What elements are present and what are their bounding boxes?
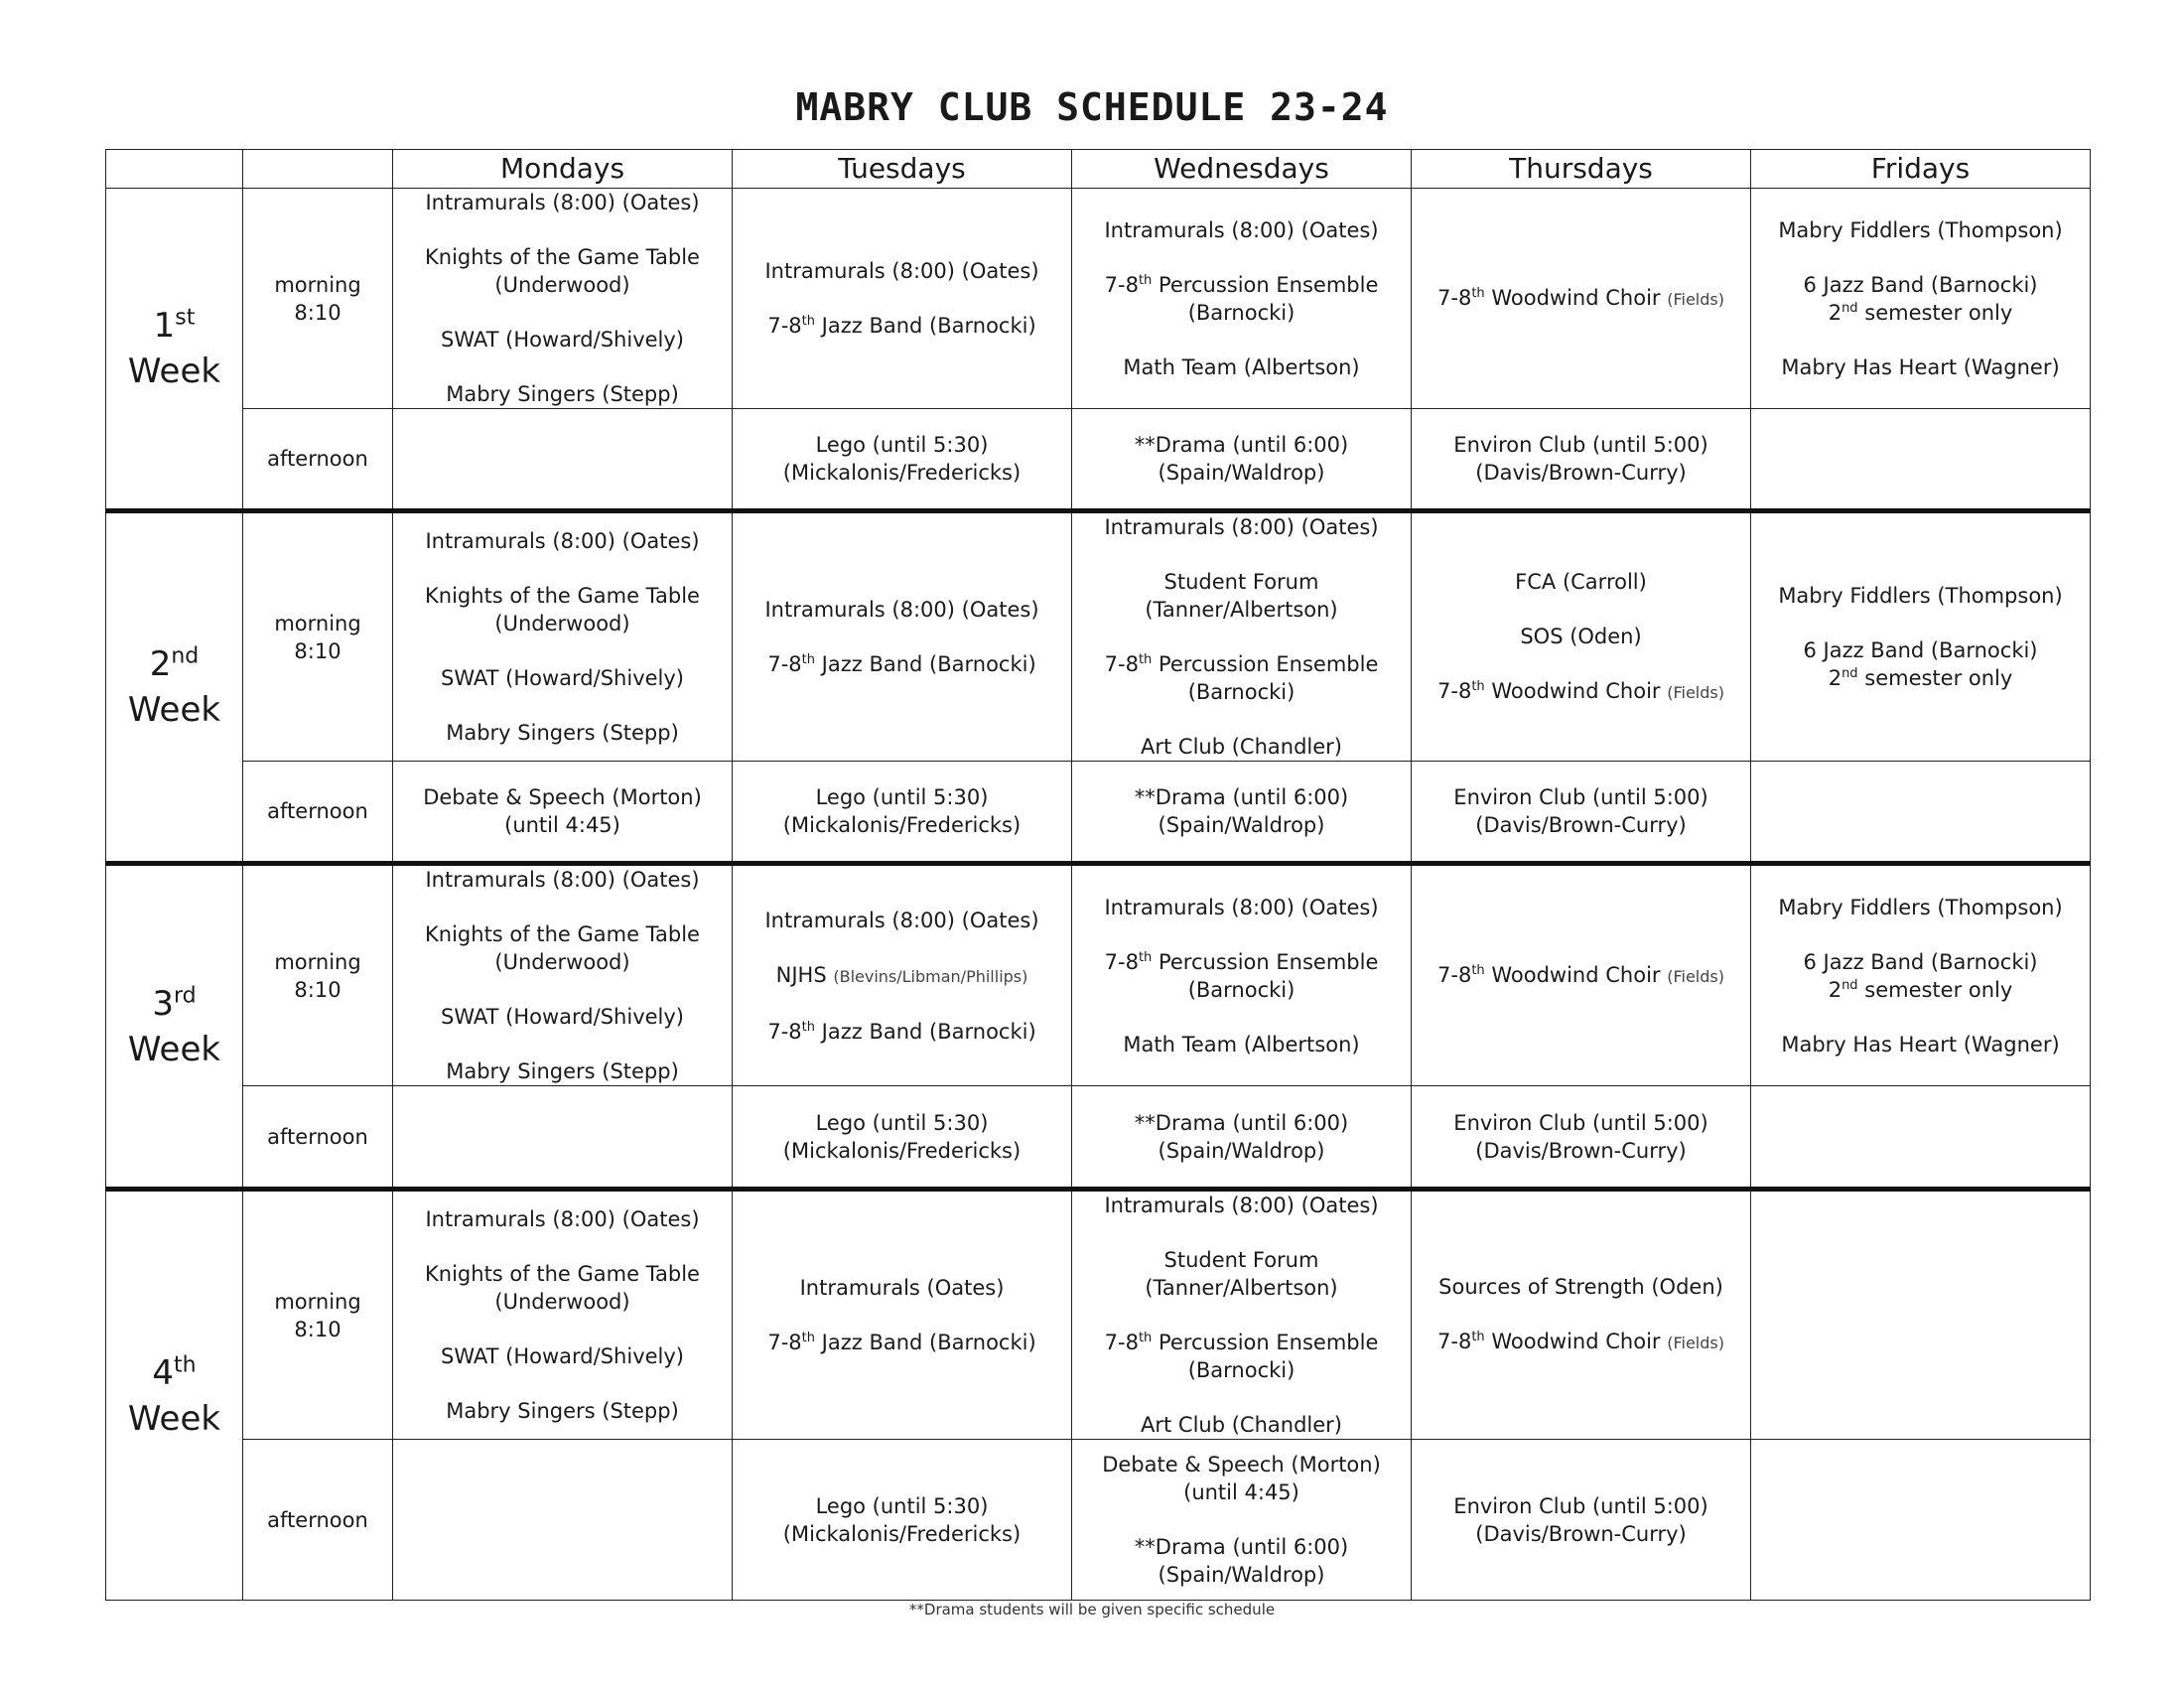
week-2-monday-afternoon: Debate & Speech (Morton) (until 4:45) xyxy=(393,762,733,864)
afternoon-label: afternoon xyxy=(243,762,393,864)
week-2-thursday-morning: FCA (Carroll) SOS (Oden) 7-8th Woodwind Choir (Fields) xyxy=(1412,511,1751,762)
header-blank xyxy=(243,150,393,189)
week-3-friday-afternoon xyxy=(1751,1086,2091,1190)
week-1-afternoon-row xyxy=(106,409,2091,511)
week-3-afternoon-row xyxy=(106,1086,2091,1190)
header-wednesdays: Wednesdays xyxy=(1072,150,1412,189)
club-schedule-table xyxy=(105,149,2091,1601)
morning-label: morning 8:10 xyxy=(243,864,393,1086)
afternoon-label: afternoon xyxy=(243,1440,393,1601)
week-4-thursday-afternoon: Environ Club (until 5:00) (Davis/Brown-Curry) xyxy=(1412,1440,1751,1601)
week-4-wednesday-afternoon: Debate & Speech (Morton) (until 4:45) **Drama (until 6:00) (Spain/Waldrop) xyxy=(1072,1440,1412,1601)
week-4-label: 4th Week xyxy=(106,1190,243,1601)
header-blank xyxy=(106,150,243,189)
week-3-morning-row xyxy=(106,864,2091,1086)
morning-label: morning 8:10 xyxy=(243,511,393,762)
week-1-tuesday-morning: Intramurals (8:00) (Oates) 7-8th Jazz Band (Barnocki) xyxy=(733,189,1072,409)
week-4-thursday-morning: Sources of Strength (Oden) 7-8th Woodwind Choir (Fields) xyxy=(1412,1190,1751,1440)
week-2-afternoon-row xyxy=(106,762,2091,864)
week-3-tuesday-morning: Intramurals (8:00) (Oates) NJHS (Blevins/Libman/Phillips) 7-8th Jazz Band (Barnocki) xyxy=(733,864,1072,1086)
header-thursdays: Thursdays xyxy=(1412,150,1751,189)
week-4-monday-afternoon xyxy=(393,1440,733,1601)
week-4-tuesday-afternoon: Lego (until 5:30) (Mickalonis/Fredericks) xyxy=(733,1440,1072,1601)
week-1-wednesday-afternoon: **Drama (until 6:00) (Spain/Waldrop) xyxy=(1072,409,1412,511)
week-3-wednesday-morning: Intramurals (8:00) (Oates) 7-8th Percussion Ensemble (Barnocki) Math Team (Albertson) xyxy=(1072,864,1412,1086)
header-row xyxy=(106,150,2091,189)
week-2-wednesday-afternoon: **Drama (until 6:00) (Spain/Waldrop) xyxy=(1072,762,1412,864)
week-1-thursday-afternoon: Environ Club (until 5:00) (Davis/Brown-Curry) xyxy=(1412,409,1751,511)
week-4-friday-afternoon xyxy=(1751,1440,2091,1601)
morning-label: morning 8:10 xyxy=(243,189,393,409)
afternoon-label: afternoon xyxy=(243,409,393,511)
week-2-friday-afternoon xyxy=(1751,762,2091,864)
week-3-friday-morning: Mabry Fiddlers (Thompson) 6 Jazz Band (Barnocki) 2nd semester only Mabry Has Heart (Wagner) xyxy=(1751,864,2091,1086)
week-1-friday-afternoon xyxy=(1751,409,2091,511)
week-3-wednesday-afternoon: **Drama (until 6:00) (Spain/Waldrop) xyxy=(1072,1086,1412,1190)
afternoon-label: afternoon xyxy=(243,1086,393,1190)
week-3-thursday-afternoon: Environ Club (until 5:00) (Davis/Brown-Curry) xyxy=(1412,1086,1751,1190)
week-4-friday-morning xyxy=(1751,1190,2091,1440)
week-4-afternoon-row xyxy=(106,1440,2091,1601)
week-1-wednesday-morning: Intramurals (8:00) (Oates) 7-8th Percussion Ensemble (Barnocki) Math Team (Albertson) xyxy=(1072,189,1412,409)
week-2-tuesday-morning: Intramurals (8:00) (Oates) 7-8th Jazz Band (Barnocki) xyxy=(733,511,1072,762)
page-title: MABRY CLUB SCHEDULE 23-24 xyxy=(795,85,1389,129)
week-3-tuesday-afternoon: Lego (until 5:30) (Mickalonis/Fredericks) xyxy=(733,1086,1072,1190)
week-2-label: 2nd Week xyxy=(106,511,243,864)
week-1-label: 1st Week xyxy=(106,189,243,511)
morning-label: morning 8:10 xyxy=(243,1190,393,1440)
week-4-morning-row xyxy=(106,1190,2091,1440)
header-tuesdays: Tuesdays xyxy=(733,150,1072,189)
week-2-friday-morning: Mabry Fiddlers (Thompson) 6 Jazz Band (Barnocki) 2nd semester only xyxy=(1751,511,2091,762)
week-1-thursday-morning: 7-8th Woodwind Choir (Fields) xyxy=(1412,189,1751,409)
week-1-morning-row xyxy=(106,189,2091,409)
week-2-thursday-afternoon: Environ Club (until 5:00) (Davis/Brown-Curry) xyxy=(1412,762,1751,864)
footnote: **Drama students will be given specific schedule xyxy=(908,1601,1276,1618)
week-3-label: 3rd Week xyxy=(106,864,243,1190)
week-3-thursday-morning: 7-8th Woodwind Choir (Fields) xyxy=(1412,864,1751,1086)
week-1-monday-afternoon xyxy=(393,409,733,511)
week-3-monday-morning: Intramurals (8:00) (Oates) Knights of the Game Table (Underwood) SWAT (Howard/Shively) Mabry Singers (Stepp) xyxy=(393,864,733,1086)
week-2-tuesday-afternoon: Lego (until 5:30) (Mickalonis/Fredericks) xyxy=(733,762,1072,864)
week-4-tuesday-morning: Intramurals (Oates) 7-8th Jazz Band (Barnocki) xyxy=(733,1190,1072,1440)
week-1-tuesday-afternoon: Lego (until 5:30) (Mickalonis/Fredericks) xyxy=(733,409,1072,511)
week-1-monday-morning: Intramurals (8:00) (Oates) Knights of the Game Table (Underwood) SWAT (Howard/Shively) Mabry Singers (Stepp) xyxy=(393,189,733,409)
week-1-friday-morning: Mabry Fiddlers (Thompson) 6 Jazz Band (Barnocki) 2nd semester only Mabry Has Heart (Wagner) xyxy=(1751,189,2091,409)
week-2-morning-row xyxy=(106,511,2091,762)
week-3-monday-afternoon xyxy=(393,1086,733,1190)
week-4-monday-morning: Intramurals (8:00) (Oates) Knights of the Game Table (Underwood) SWAT (Howard/Shively) Mabry Singers (Stepp) xyxy=(393,1190,733,1440)
week-2-wednesday-morning: Intramurals (8:00) (Oates) Student Forum (Tanner/Albertson) 7-8th Percussion Ensemble (Barnocki) Art Club (Chandler) xyxy=(1072,511,1412,762)
week-2-monday-morning: Intramurals (8:00) (Oates) Knights of the Game Table (Underwood) SWAT (Howard/Shively) Mabry Singers (Stepp) xyxy=(393,511,733,762)
week-4-wednesday-morning: Intramurals (8:00) (Oates) Student Forum (Tanner/Albertson) 7-8th Percussion Ensemble (Barnocki) Art Club (Chandler) xyxy=(1072,1190,1412,1440)
header-mondays: Mondays xyxy=(393,150,733,189)
header-fridays: Fridays xyxy=(1751,150,2091,189)
